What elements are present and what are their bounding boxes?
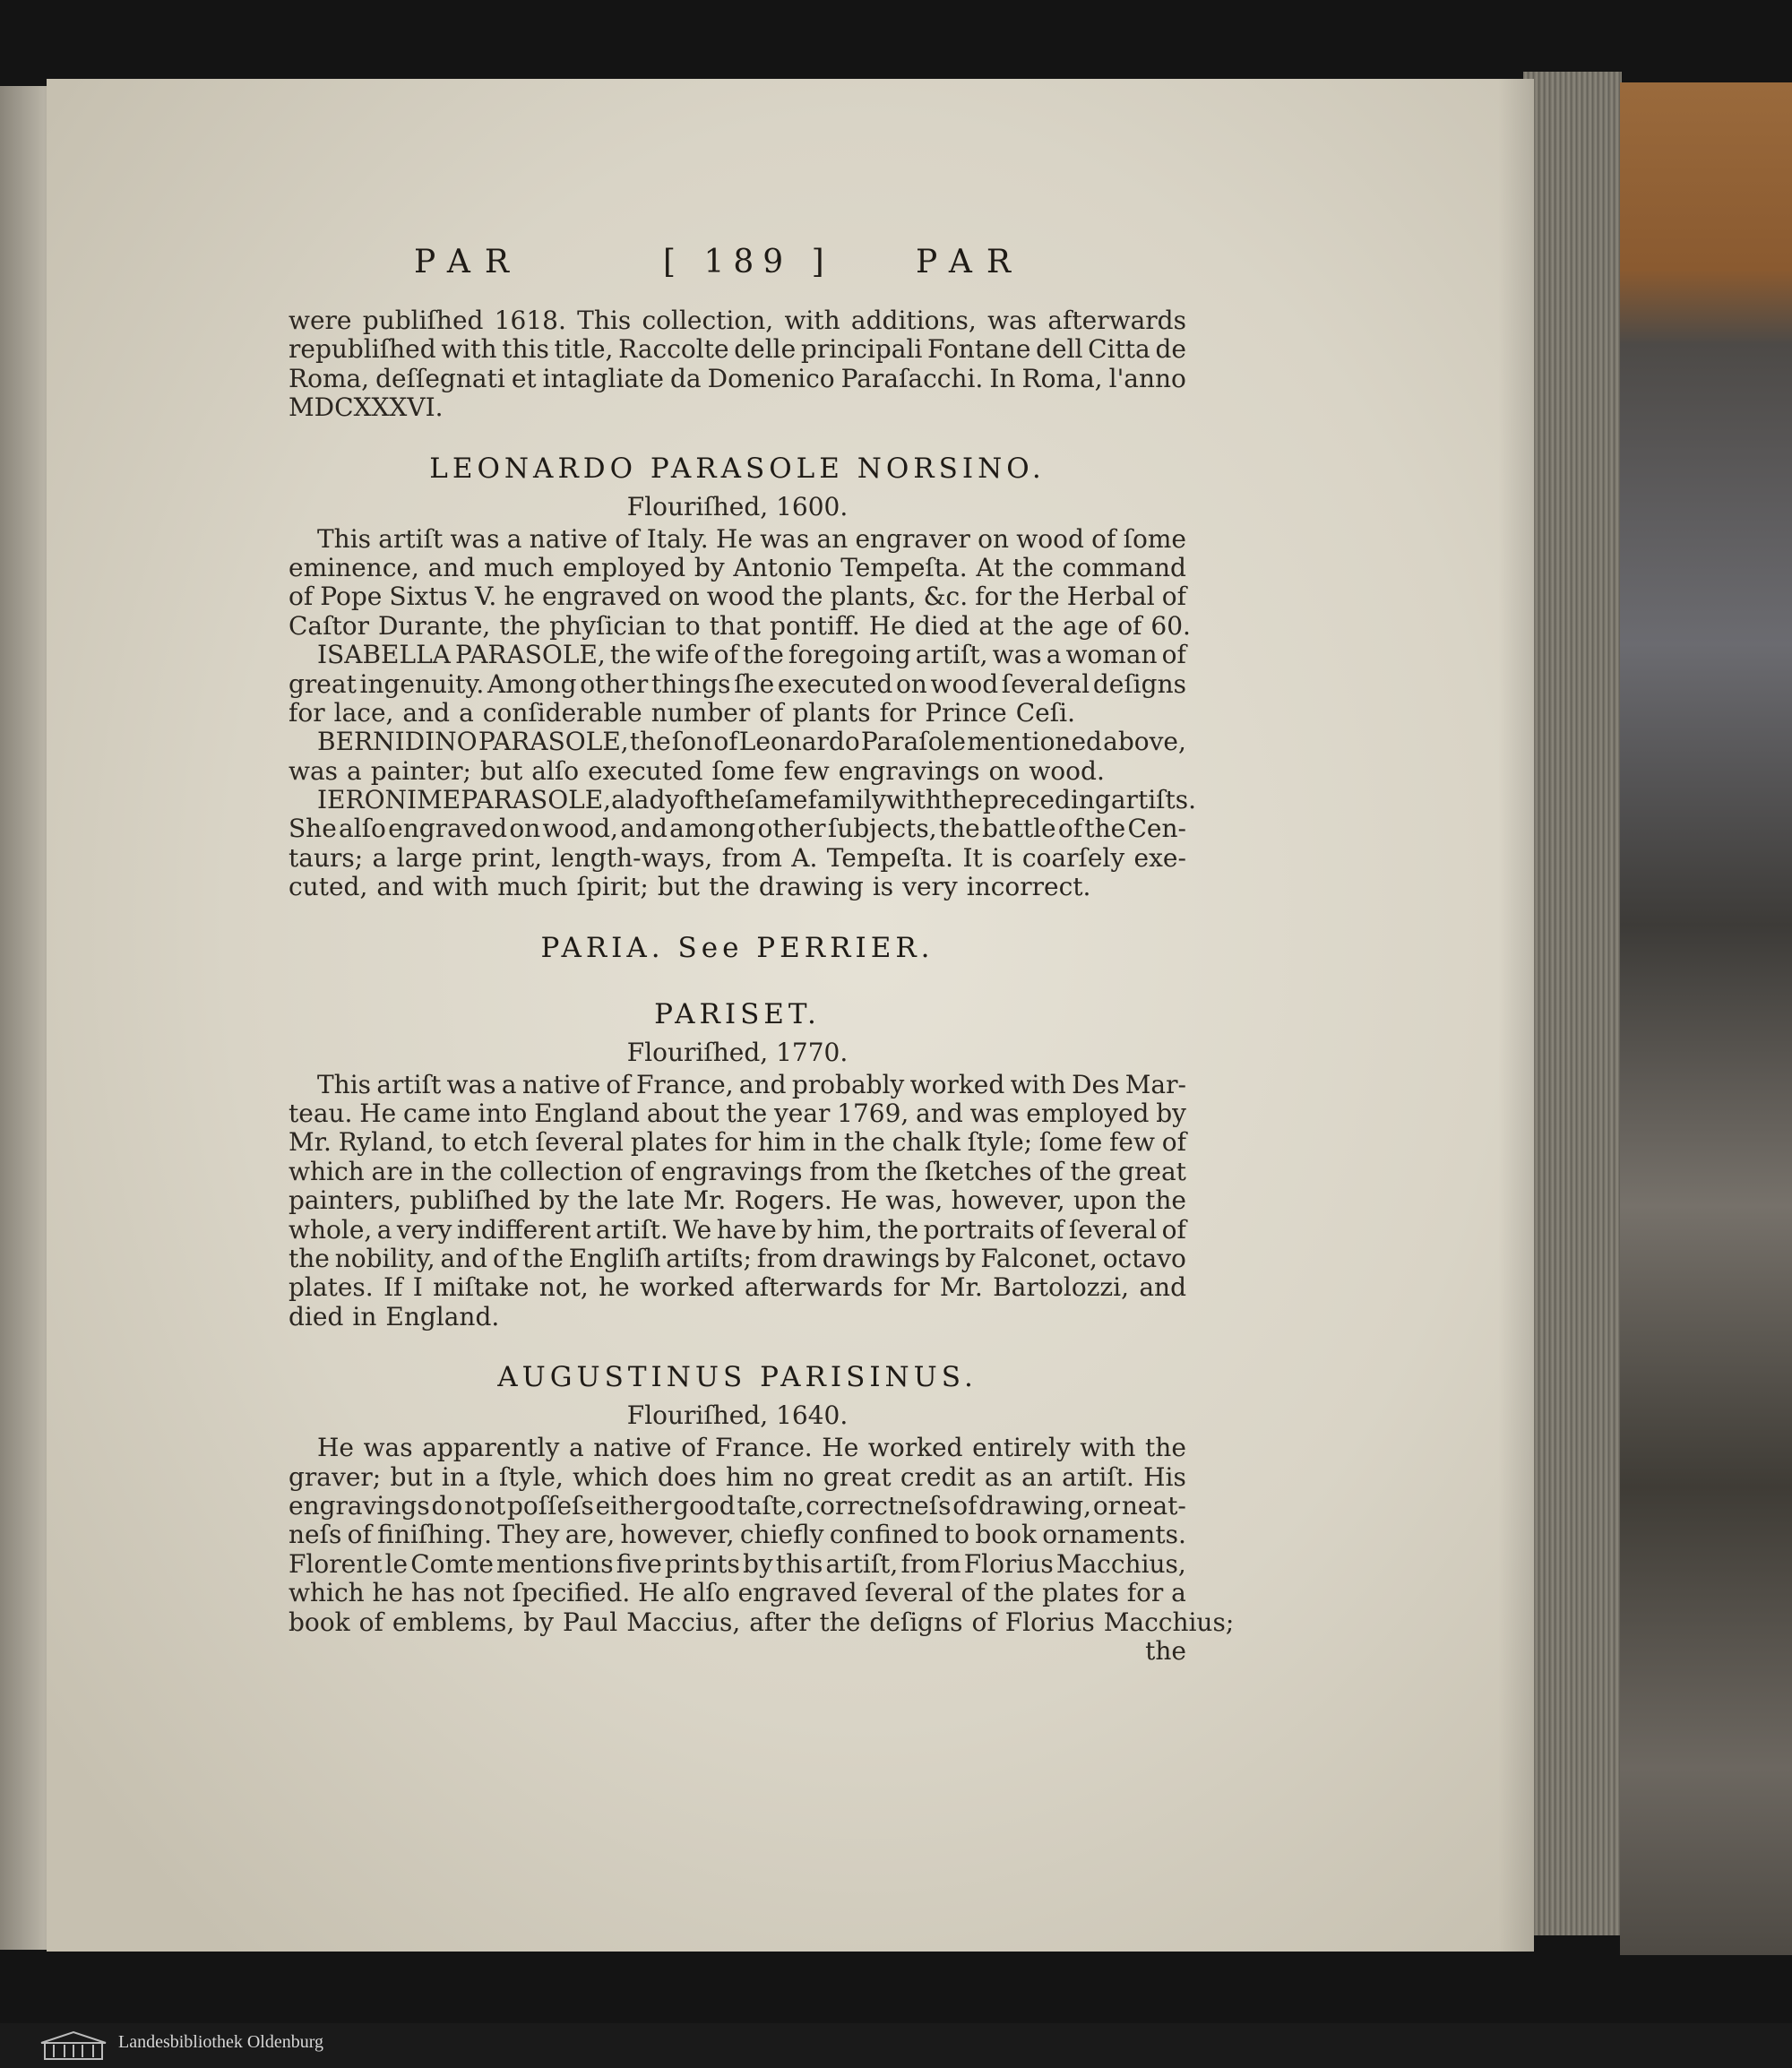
text-line: neſs of finiſhing. They are, however, chiefly confined to book ornaments. bbox=[289, 1520, 1186, 1550]
text-line: was a painter; but alſo executed ſome few engravings on wood. bbox=[289, 755, 1105, 786]
footer-library-name: Landesbibliothek Oldenburg bbox=[118, 2032, 324, 2052]
marbled-cover bbox=[1620, 82, 1792, 1955]
text-line: ISABELLA PARASOLE, the wife of the foregoing artiſt, was a woman of bbox=[317, 640, 1186, 670]
text-line: whole, a very indifferent artiſt. We have by him, the portraits of ſeveral of bbox=[289, 1214, 1186, 1245]
text-line: IERONIME PARASOLE, a lady of the ſame family with the preceding artiſts. bbox=[317, 785, 1197, 815]
page-body bbox=[289, 306, 1235, 1666]
entry-heading: LEONARDO PARASOLE NORSINO. bbox=[429, 452, 1046, 485]
entry-heading: PARISET. bbox=[654, 997, 821, 1030]
text-line: Mr. Ryland, to etch ſeveral plates for him in the chalk ſtyle; ſome few of bbox=[289, 1127, 1186, 1158]
text-line: which he has not ſpecified. He alſo engraved ſeveral of the plates for a bbox=[289, 1578, 1186, 1608]
running-head-right: PAR bbox=[916, 244, 1026, 280]
text-line: book of emblems, by Paul Maccius, after the deſigns of Florius Macchius; bbox=[289, 1607, 1235, 1637]
text-line: This artiſt was a native of Italy. He was an engraver on wood of ſome bbox=[317, 523, 1186, 554]
text-line: died in England. bbox=[289, 1301, 500, 1331]
text-line: Caſtor Durante, the phyſician to that pontiff. He died at the age of 60. bbox=[289, 610, 1191, 641]
text-line: graver; but in a ſtyle, which does him no great credit as an artiſt. His bbox=[289, 1461, 1186, 1492]
running-head bbox=[414, 244, 1059, 289]
text-line: MDCXXXVI. bbox=[289, 392, 444, 423]
entry-date: Flouriſhed, 1770. bbox=[626, 1037, 849, 1067]
text-line: which are in the collection of engravings from the ſketches of the great bbox=[289, 1156, 1186, 1186]
page-edges bbox=[1523, 72, 1622, 1935]
text-line: republiſhed with this title, Raccolte delle principali Fontane dell Citta de bbox=[289, 334, 1186, 365]
library-building-icon bbox=[39, 2030, 108, 2061]
text-line: plates. If I miſtake not, he worked afterwards for Mr. Bartolozzi, and bbox=[289, 1272, 1186, 1303]
text-line: eminence, and much employed by Antonio Tempeſta. At the command bbox=[289, 552, 1186, 582]
text-line: of Pope Sixtus V. he engraved on wood the plants, &c. for the Herbal of bbox=[289, 582, 1186, 612]
text-line: Roma, deſſegnati et intagliate da Domenico Paraſacchi. In Roma, l'anno bbox=[289, 363, 1186, 393]
text-line: painters, publiſhed by the late Mr. Rogers. He was, however, upon the bbox=[289, 1185, 1186, 1216]
entry-heading: PARIA. See PERRIER. bbox=[540, 931, 935, 964]
text-line: taurs; a large print, length-ways, from A. Tempeſta. It is coarſely exe- bbox=[289, 842, 1186, 873]
running-head-left: PAR bbox=[414, 244, 524, 280]
text-line: the nobility, and of the Engliſh artiſts; from drawings by Falconet, octavo bbox=[289, 1243, 1186, 1273]
text-line: He was apparently a native of France. He worked entirely with the bbox=[317, 1433, 1186, 1463]
text-line: She alſo engraved on wood, and among other ſubjects, the battle of the Cen- bbox=[289, 814, 1186, 844]
text-line: This artiſt was a native of France, and probably worked with Des Mar- bbox=[317, 1069, 1186, 1099]
text-line: BERNIDINO PARASOLE, the ſon of Leonardo Paraſole mentioned above, bbox=[317, 727, 1186, 757]
entry-heading: AUGUSTINUS PARISINUS. bbox=[497, 1361, 978, 1394]
text-line: Florent le Comte mentions five prints by this artiſt, from Florius Macchius, bbox=[289, 1548, 1186, 1579]
entry-date: Flouriſhed, 1600. bbox=[626, 491, 849, 521]
text-line: cuted, and with much ſpirit; but the drawing is very incorrect. bbox=[289, 872, 1091, 902]
text-line: were publiſhed 1618. This collection, with additions, was afterwards bbox=[289, 306, 1186, 335]
catchword: the bbox=[1145, 1635, 1186, 1666]
text-line: for lace, and a conſiderable number of plants for Prince Ceſi. bbox=[289, 697, 1075, 728]
entry-date: Flouriſhed, 1640. bbox=[626, 1400, 849, 1431]
page-number: [ 189 ] bbox=[663, 244, 833, 280]
text-line: engravings do not poſſeſs either good taſte, correctneſs of drawing, or neat- bbox=[289, 1490, 1186, 1521]
text-line: great ingenuity. Among other things ſhe executed on wood ſeveral deſigns bbox=[289, 668, 1186, 699]
text-line: teau. He came into England about the year 1769, and was employed by bbox=[289, 1099, 1186, 1129]
